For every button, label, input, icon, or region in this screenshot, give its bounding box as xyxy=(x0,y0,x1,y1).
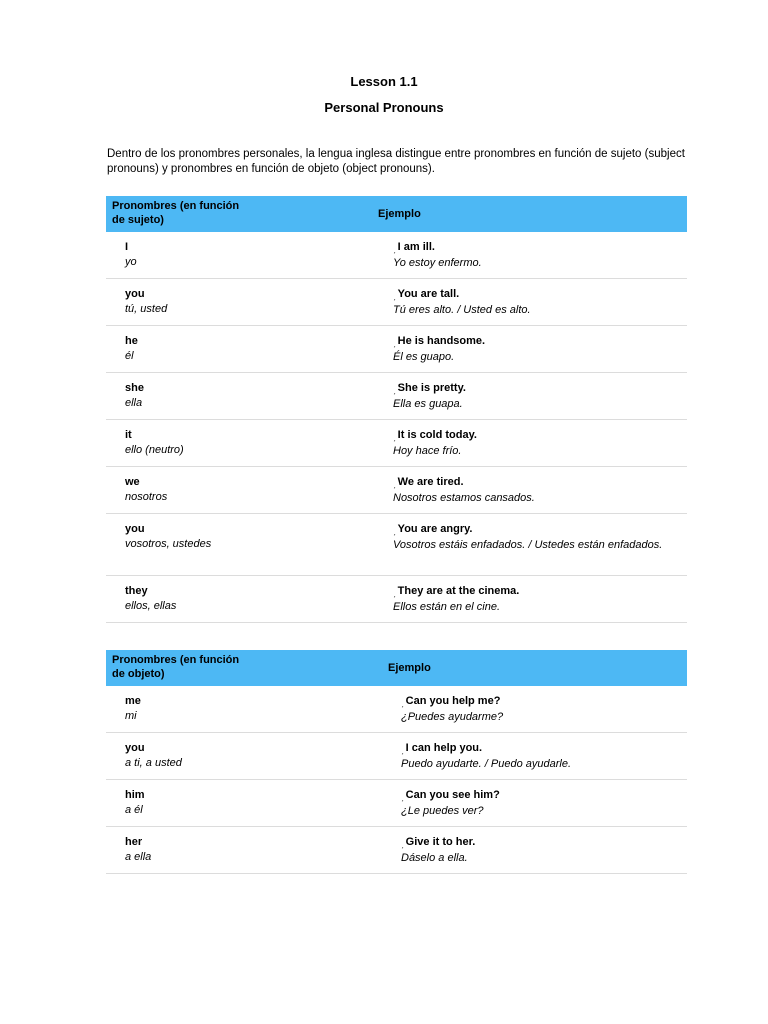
example-english-text: I can help you. xyxy=(405,742,483,754)
lesson-title: Lesson 1.1 xyxy=(350,74,418,89)
document-subtitle: Personal Pronouns xyxy=(324,100,444,115)
example-english: ˏ Give it to her. xyxy=(401,836,476,849)
pronoun-cell xyxy=(125,741,182,770)
example-english-text: He is handsome. xyxy=(397,335,486,347)
example-spanish: Nosotros estamos cansados. xyxy=(393,491,535,504)
table-row xyxy=(106,733,687,780)
pronoun-cell xyxy=(125,694,141,723)
table-row xyxy=(106,326,687,373)
example-cell xyxy=(393,522,663,552)
example-english: ˏ I can help you. xyxy=(401,742,483,755)
pronoun-cell xyxy=(125,522,211,551)
pronoun-cell xyxy=(125,240,137,269)
example-cell xyxy=(393,475,663,505)
pronoun-english: you xyxy=(125,523,145,535)
pronoun-english: she xyxy=(125,382,144,394)
table-row xyxy=(106,232,687,279)
example-english-text: You are angry. xyxy=(397,523,473,535)
table-row xyxy=(106,827,687,874)
pronoun-english: he xyxy=(125,335,138,347)
example-spanish: Dáselo a ella. xyxy=(401,851,468,864)
example-english: ˏ Can you help me? xyxy=(401,695,501,708)
pronoun-cell xyxy=(125,287,167,316)
example-english: ˏ He is handsome. xyxy=(393,335,486,348)
example-cell xyxy=(393,240,663,270)
pronoun-cell xyxy=(125,428,184,457)
example-english: ˏ We are tired. xyxy=(393,476,464,489)
example-spanish: Tú eres alto. / Usted es alto. xyxy=(393,303,531,316)
example-english-text: They are at the cinema. xyxy=(397,585,520,597)
example-english-text: Can you help me? xyxy=(405,695,501,707)
example-spanish: Vosotros estáis enfadados. / Ustedes están enfadados. xyxy=(393,538,663,551)
table-row xyxy=(106,420,687,467)
example-english: ˏ Can you see him? xyxy=(401,789,500,802)
header-pronouns: Pronombres (en función de objeto) xyxy=(112,654,240,680)
header-example: Ejemplo xyxy=(388,662,431,674)
table-row xyxy=(106,686,687,733)
pronoun-spanish: vosotros, ustedes xyxy=(125,537,212,550)
example-cell xyxy=(393,287,663,317)
example-english: ˏ She is pretty. xyxy=(393,382,466,395)
example-english-text: She is pretty. xyxy=(397,382,466,394)
table-body xyxy=(106,232,687,623)
table-row xyxy=(106,514,687,576)
header-pronouns: Pronombres (en función de sujeto) xyxy=(112,200,240,226)
example-cell xyxy=(393,584,663,614)
pronoun-cell xyxy=(125,788,145,817)
pronoun-cell xyxy=(125,475,167,504)
example-spanish: Hoy hace frío. xyxy=(393,444,462,457)
pronoun-spanish: mi xyxy=(125,709,137,722)
pronoun-spanish: ello (neutro) xyxy=(125,443,184,456)
pronoun-spanish: tú, usted xyxy=(125,302,168,315)
example-spanish: Puedo ayudarte. / Puedo ayudarle. xyxy=(401,757,572,770)
table-body xyxy=(106,686,687,874)
example-english-text: It is cold today. xyxy=(397,429,477,441)
example-english-text: I am ill. xyxy=(397,241,435,253)
pronoun-cell xyxy=(125,584,176,613)
table-row xyxy=(106,467,687,514)
example-cell xyxy=(393,334,663,364)
example-spanish: ¿Le puedes ver? xyxy=(401,804,484,817)
pronoun-spanish: nosotros xyxy=(125,490,168,503)
example-english-text: Can you see him? xyxy=(405,789,500,801)
pronoun-english: I xyxy=(125,241,129,253)
table-header xyxy=(106,196,687,232)
example-cell xyxy=(393,381,663,411)
example-cell xyxy=(401,694,671,724)
example-english-text: We are tired. xyxy=(397,476,464,488)
example-spanish: ¿Puedes ayudarme? xyxy=(401,710,504,723)
pronoun-english: him xyxy=(125,789,145,801)
table-row xyxy=(106,780,687,827)
table-row xyxy=(106,576,687,623)
pronoun-english: they xyxy=(125,585,148,597)
intro-paragraph: Dentro de los pronombres personales, la lengua inglesa distingue entre pronombres en función de sujeto (subject pronouns) y pronombres en función de objeto (object pronouns). xyxy=(107,148,685,175)
example-spanish: Yo estoy enfermo. xyxy=(393,256,482,269)
pronoun-english: we xyxy=(125,476,140,488)
pronoun-spanish: ella xyxy=(125,396,143,409)
example-cell xyxy=(401,741,671,771)
pronoun-spanish: a ella xyxy=(125,850,152,863)
header-example: Ejemplo xyxy=(378,208,421,220)
pronoun-spanish: él xyxy=(125,349,134,362)
example-english: ˏ You are angry. xyxy=(393,523,473,536)
pronoun-spanish: yo xyxy=(125,255,137,268)
pronoun-english: it xyxy=(125,429,132,441)
pronoun-spanish: ellos, ellas xyxy=(125,599,177,612)
pronoun-cell xyxy=(125,334,138,363)
example-spanish: Ellos están en el cine. xyxy=(393,600,501,613)
example-cell xyxy=(401,835,671,865)
pronoun-english: her xyxy=(125,836,143,848)
example-cell xyxy=(393,428,663,458)
subject-pronouns-table xyxy=(106,196,687,623)
example-cell xyxy=(401,788,671,818)
table-header xyxy=(106,650,687,686)
example-english: ˏ You are tall. xyxy=(393,288,460,301)
example-english: ˏ They are at the cinema. xyxy=(393,585,520,598)
example-english-text: Give it to her. xyxy=(405,836,476,848)
pronoun-english: me xyxy=(125,695,141,707)
object-pronouns-table xyxy=(106,650,687,874)
pronoun-cell xyxy=(125,835,151,864)
pronoun-english: you xyxy=(125,288,145,300)
example-english-text: You are tall. xyxy=(397,288,460,300)
example-english: ˏ It is cold today. xyxy=(393,429,477,442)
table-row xyxy=(106,279,687,326)
pronoun-spanish: a ti, a usted xyxy=(125,756,182,769)
pronoun-spanish: a él xyxy=(125,803,143,816)
table-row xyxy=(106,373,687,420)
example-english: ˏ I am ill. xyxy=(393,241,435,254)
example-spanish: Él es guapo. xyxy=(393,350,455,363)
pronoun-cell xyxy=(125,381,144,410)
pronoun-english: you xyxy=(125,742,145,754)
example-spanish: Ella es guapa. xyxy=(393,397,463,410)
